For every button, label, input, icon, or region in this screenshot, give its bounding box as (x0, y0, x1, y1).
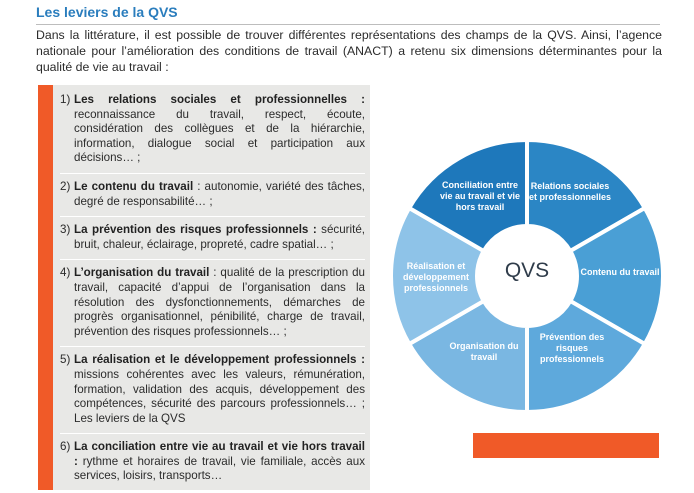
lever-number: 4) (60, 266, 71, 280)
accent-block (473, 433, 659, 458)
lever-title: Le contenu du travail (74, 179, 194, 193)
qvs-center-label: QVS (504, 259, 550, 282)
lever-title: L’organisation du travail (74, 266, 210, 280)
lever-description: sécurité, bruit, chaleur, éclairage, propreté, cadre spatial… ; (74, 223, 365, 251)
lever-number: 3) (60, 223, 71, 237)
levers-list (60, 93, 365, 491)
heading-divider (36, 24, 660, 25)
lever-separator (60, 259, 365, 260)
lever-number: 6) (60, 440, 71, 454)
lever-item-1 (60, 93, 365, 166)
lever-item-5 (60, 353, 365, 426)
segment-label-organisation: Organisation du travail (449, 341, 519, 362)
lever-item-2 (60, 180, 365, 209)
qvs-diagram (384, 133, 670, 419)
lever-title: La conciliation entre vie au travail et vie hors travail : (74, 440, 365, 468)
lever-number: 2) (60, 179, 71, 193)
segment-label-realisation: Réalisation et développement professionnels (402, 261, 469, 293)
section-title: Les leviers de la QVS (36, 4, 178, 20)
segment-label-relations: Relations sociales et professionnelles (528, 181, 612, 202)
lever-description: : autonomie, variété des tâches, degré de responsabilité… ; (74, 179, 365, 208)
lever-number: 1) (60, 93, 71, 106)
lever-separator (60, 346, 365, 347)
lever-description: rythme et horaires de travail, vie familiale, accès aux services, loisirs, transports… (74, 454, 365, 483)
lever-item-3 (60, 223, 365, 252)
lever-separator (60, 173, 365, 174)
accent-bar (38, 85, 53, 490)
lever-separator (60, 433, 365, 434)
segment-label-conciliation: Conciliation entre vie au travail et vie hors travail (439, 180, 521, 212)
lever-description: reconnaissance du travail, respect, écoute, considération des collègues et de la hiérarchie, information, dialogue social et participation aux décisions… ; (74, 107, 365, 165)
lever-description: : qualité de la prescription du travail, capacité d’appui de l’organisation dans la résolution des dysfonctionnements, démarches de progrès organisationnel, pénibilité, charge de travail, prévention des risques professionnels… ; (74, 266, 365, 338)
lever-title: La réalisation et le développement professionnels : (74, 353, 365, 367)
lever-title: Les relations sociales et professionnelles : (74, 93, 365, 106)
lever-description: missions cohérentes avec les valeurs, rémunération, formation, validation des acquis, développement des compétences, sécurité des parcours professionnels… ; Les leviers de la QVS (74, 367, 365, 425)
segment-label-contenu: Contenu du travail (580, 267, 660, 277)
lever-title: La prévention des risques professionnels : (74, 223, 317, 237)
lever-item-6 (60, 440, 365, 484)
lever-item-4 (60, 266, 365, 339)
segment-label-prevention: Prévention des risques professionnels (539, 332, 605, 364)
lever-number: 5) (60, 353, 71, 367)
lever-separator (60, 216, 365, 217)
intro-paragraph: Dans la littérature, il est possible de trouver différentes représentations des champs de la QVS. Ainsi, l’agence nationale pour l’amélioration des conditions de travail (ANACT) a retenu six dimensions déterminantes pour la qualité de vie au travail : (36, 28, 662, 74)
